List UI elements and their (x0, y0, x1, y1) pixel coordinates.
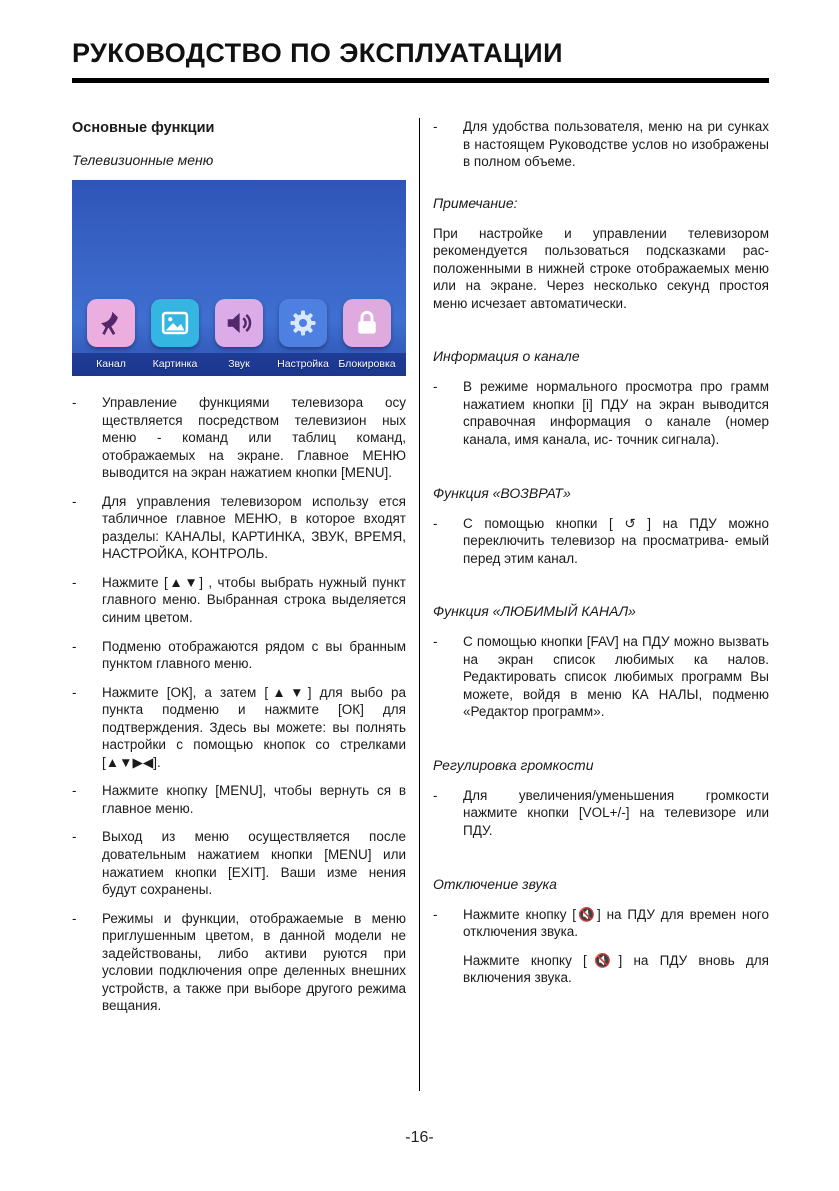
bullet-text: Нажмите [▲▼] , чтобы выбрать нужный пункт главного меню. Выбранная строка выделяется синим цветом. (102, 574, 406, 626)
section-title: Основные функции (72, 120, 215, 136)
list-item (72, 782, 406, 817)
list-item (433, 118, 769, 171)
bullet-text: С помощью кнопки [ ↺ ] на ПДУ можно переключить телевизор на просматрива- емый перед этим канал. (463, 515, 769, 566)
bullet-marker: - (72, 395, 77, 410)
bullet-marker: - (72, 638, 77, 654)
tv-menu-item-channel (81, 299, 141, 347)
menu-label-settings: Настройка (277, 357, 329, 370)
tv-menu-item-picture (145, 299, 205, 347)
volume-section (433, 757, 769, 840)
bullet-marker: - (433, 119, 438, 134)
bullet-text: Для управления телевизором использу ется табличное главное МЕНЮ, в которое входят разделы: КАНАЛЫ, КАРТИНКА, ЗВУК, ВРЕМЯ, НАСТРОЙКА, КОНТРОЛЬ. (102, 493, 406, 562)
bullet-marker: - (433, 634, 438, 650)
volume-heading: Регулировка громкости (433, 756, 594, 773)
lock-tile (343, 299, 391, 347)
bullet-text: Режимы и функции, отображаемые в меню приглушенным цветом, в данной модели не задействованы, либо активи руются при условии подключения опре деленных внешних устройств, а также при выборе другого режима вещания. (102, 910, 406, 1014)
bullet-text: Нажмите кнопку [🔇] на ПДУ для времен ного отключения звука. (463, 906, 769, 940)
mute-heading: Отключение звука (433, 875, 557, 892)
list-item (433, 633, 769, 721)
column-divider (419, 118, 420, 1091)
list-item (433, 378, 769, 448)
list-item (72, 828, 406, 898)
bullet-marker: - (72, 783, 77, 799)
settings-tile (279, 299, 327, 347)
bullet-text: Нажмите кнопку [MENU], чтобы вернуть ся в главное меню. (102, 783, 406, 816)
note-heading: Примечание: (433, 194, 518, 211)
tv-menu-spacer (72, 180, 406, 299)
bullet-marker: - (433, 787, 438, 803)
bullet-marker: - (72, 493, 77, 509)
list-item (433, 787, 769, 840)
lock-icon (352, 308, 382, 338)
menu-label-lock: Блокировка (338, 357, 396, 370)
right-column (433, 118, 769, 1091)
tv-menu-item-settings (273, 299, 333, 347)
channel-info-heading: Информация о канале (433, 348, 580, 365)
tv-menu-tiles (72, 299, 406, 353)
list-item (433, 515, 769, 568)
bullet-text: В режиме нормального просмотра про грамм нажатием кнопки [i] ПДУ на экран выводится справочная информация о канале (номер канала, имя канала, ис- точник сигнала). (463, 379, 769, 448)
channel-tile (87, 299, 135, 347)
bullet-marker: - (72, 684, 77, 700)
list-item (72, 910, 406, 1015)
tv-menu-item-lock (337, 299, 397, 347)
menu-label-picture: Картинка (152, 357, 198, 370)
bullet-text: Подменю отображаются рядом с вы бранным пунктом главного меню. (102, 638, 406, 672)
left-column (72, 118, 406, 1091)
bullet-text: Выход из меню осуществляется после довательным нажатием кнопки [MENU] или нажатием кнопки [EXIT]. Ваши изме нения будут сохранены. (102, 829, 406, 898)
favorite-channel-section (433, 603, 769, 721)
header-rule (72, 78, 769, 83)
picture-tile (151, 299, 199, 347)
right-intro-bullet (433, 118, 769, 171)
list-item (433, 906, 769, 941)
bullet-marker: - (72, 910, 77, 926)
bullet-text: Нажмите [ОК], а затем [▲▼] для выбо ра пункта подменю и нажмите [ОК] для подтверждения. Здесь вы можете: вы полнять настройки с помощью кнопок со стрелками [▲▼▶◀]. (102, 684, 406, 770)
gear-icon (288, 308, 318, 338)
picture-icon (160, 308, 190, 338)
bullet-text: Для удобства пользователя, меню на ри сунках в настоящем Руководстве услов но изображены в полном объеме. (463, 119, 769, 170)
menu-label-channel: Канал (96, 357, 126, 370)
two-column-body (72, 118, 769, 1091)
tv-menu-item-sound (209, 299, 269, 347)
page-title: РУКОВОДСТВО ПО ЭКСПЛУАТАЦИИ (72, 38, 563, 68)
list-item (72, 394, 406, 482)
subsection-title: Телевизионные меню (72, 152, 214, 168)
bullet-text: Для увеличения/уменьшения громкости нажмите кнопки [VOL+/-] на телевизоре или ПДУ. (463, 787, 769, 839)
bullet-text: Управление функциями телевизора осу ществляется посредством телевизион ных меню - команд или таблиц команд, отображаемых на экране. Главное МЕНЮ выводится на экран нажатием кнопки [MENU]. (102, 395, 406, 481)
return-function-section (433, 485, 769, 568)
favorite-channel-heading: Функция «ЛЮБИМЫЙ КАНАЛ» (433, 603, 636, 620)
sound-tile (215, 299, 263, 347)
left-bullet-list (72, 394, 406, 1015)
bullet-marker: - (433, 906, 438, 922)
return-function-heading: Функция «ВОЗВРАТ» (433, 484, 571, 501)
tv-menu-labels (72, 353, 406, 377)
page-number: -16- (405, 1129, 434, 1146)
bullet-marker: - (72, 829, 77, 845)
note-section (433, 195, 769, 313)
bullet-text: С помощью кнопки [FAV] на ПДУ можно вызвать на экран список любимых ка налов. Редактировать список любимых программ Вы можете, войдя в меню КА НАЛЫ, подменю «Редактор программ». (463, 634, 769, 720)
mute-section (433, 876, 769, 987)
page-header (72, 38, 769, 83)
menu-label-sound: Звук (228, 357, 250, 370)
list-item (72, 638, 406, 673)
mute-extra-paragraph: Нажмите кнопку [🔇] на ПДУ вновь для включения звука. (463, 952, 769, 986)
list-item (72, 574, 406, 627)
bullet-marker: - (72, 574, 77, 590)
list-item (72, 684, 406, 772)
speaker-icon (224, 308, 254, 338)
satellite-dish-icon (96, 308, 126, 338)
tv-menu-image (72, 180, 406, 376)
channel-info-section (433, 348, 769, 448)
bullet-marker: - (433, 379, 438, 395)
note-body: При настройке и управлении телевизором рекомендуется пользоваться подсказками рас- положенными в нижней строке отображаемых меню или на экране. Через несколько секунд простоя меню исчезает автоматически. (433, 225, 769, 311)
bullet-marker: - (433, 515, 438, 531)
list-item (72, 493, 406, 563)
